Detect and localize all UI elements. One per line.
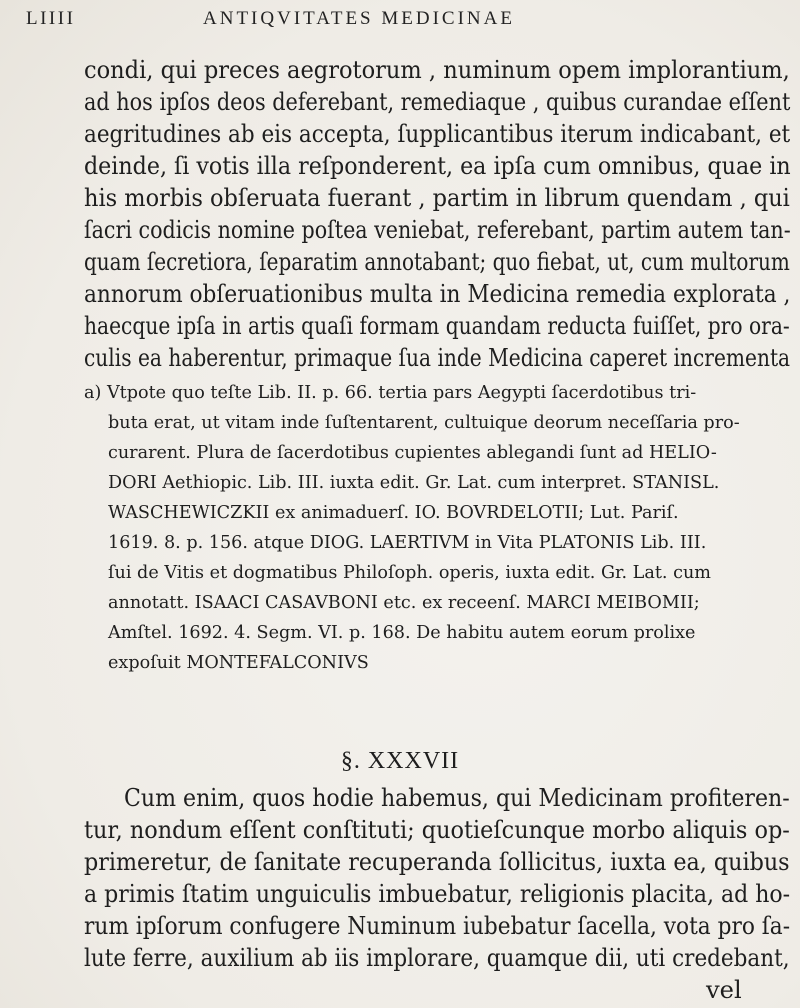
text-line: lute ferre, auxilium ab iis implorare, quamque dii, uti credebant, [84,944,790,972]
footnote-line: WASCHEWICZKII ex animaduerſ. IO. BOVRDELOTII; Lut. Pariſ. [108,503,679,523]
footnote-line: a) Vtpote quo teſte Lib. II. p. 66. tertia pars Aegypti ſacerdotibus tri- [84,383,697,403]
running-title: ANTIQVITATES MEDICINAE [203,8,515,29]
text-line: aegritudines ab eis accepta, ſupplicantibus iterum indicabant, et [84,120,791,148]
text-line: condi, qui preces aegrotorum , numinum opem implorantium, [84,56,790,84]
text-line: primeretur, de ſanitate recuperanda ſollicitus, iuxta ea, quibus [84,848,790,876]
section-heading: §. XXXVII [340,748,460,774]
text-line: quam ſecretiora, ſeparatim annotabant; quo fiebat, ut, cum multorum [84,248,790,276]
text-line: ſacri codicis nomine poſtea veniebat, referebant, partim autem tan- [84,216,791,244]
catchword: vel [706,976,742,1004]
footnote-line: annotatt. ISAACI CASAVBONI etc. ex receenſ. MARCI MEIBOMII; [108,593,700,613]
footnote-line: DORI Aethiopic. Lib. III. iuxta edit. Gr. Lat. cum interpret. STANISL. [108,473,720,493]
text-line: a primis ſtatim unguiculis imbuebatur, religionis placita, ad ho- [84,880,791,908]
text-line: ad hos ipſos deos deferebant, remediaque , quibus curandae eſſent [84,88,791,116]
text-line: culis ea haberentur, primaque ſua inde Medicina caperet incrementa [84,344,791,372]
text-line: Cum enim, quos hodie habemus, qui Medicinam profiteren- [124,784,790,812]
footnote-line: curarent. Plura de ſacerdotibus cupientes ablegandi ſunt ad HELIO- [108,443,717,463]
page-number: LIIII [26,8,76,29]
footnote-line: buta erat, ut vitam inde ſuſtentarent, cultuique deorum neceſſaria pro- [108,413,740,433]
running-header [20,6,780,40]
text-line: tur, nondum eſſent conſtituti; quotieſcunque morbo aliquis op- [84,816,790,844]
footnote-line: 1619. 8. p. 156. atque DIOG. LAERTIVM in Vita PLATONIS Lib. III. [108,533,707,553]
text-line: deinde, ſi votis illa reſponderent, ea ipſa cum omnibus, quae in [84,152,791,180]
footnote-line: expoſuit MONTEFALCONIVS [108,653,369,673]
text-line: haecque ipſa in artis quaſi formam quandam reducta fuiſſet, pro ora- [84,312,790,340]
footnote-line: Amſtel. 1692. 4. Segm. VI. p. 168. De habitu autem eorum prolixe [108,623,696,643]
text-line: rum ipſorum confugere Numinum iubebatur ſacella, vota pro ſa- [84,912,791,940]
text-line: his morbis obſeruata fuerant , partim in librum quendam , qui [84,184,790,212]
footnote-line: ſui de Vitis et dogmatibus Philoſoph. operis, iuxta edit. Gr. Lat. cum [108,563,711,583]
text-line: annorum obſeruationibus multa in Medicina remedia explorata , [84,280,791,308]
